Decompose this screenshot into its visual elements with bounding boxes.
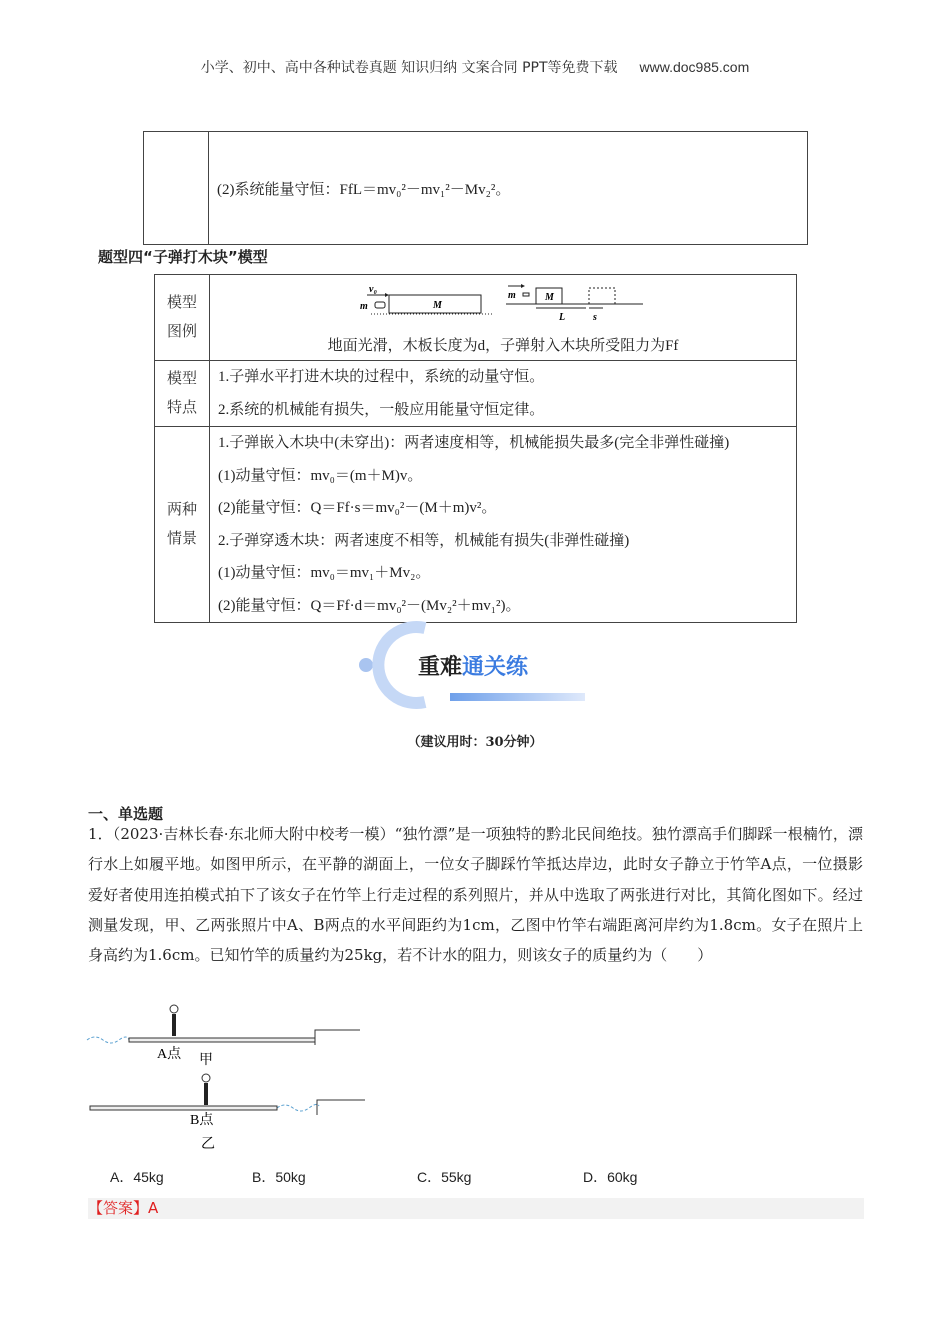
option-b[interactable]: B．50kg xyxy=(252,1169,306,1185)
s-label: s xyxy=(593,312,597,323)
label-text: 模型图例 xyxy=(166,294,197,340)
banner-title-blue: 通关练 xyxy=(462,655,529,680)
scenario-line: (1)动量守恒：mv₀＝mv₁＋Mv₂。 xyxy=(218,565,431,581)
bamboo-raft-figure xyxy=(85,1000,375,1160)
practice-banner xyxy=(355,620,595,710)
empty-label-cell xyxy=(144,132,209,245)
figure-jia-label: 甲 xyxy=(199,1052,213,1068)
scenario-line: (1)动量守恒：mv₀＝(m＋M)v。 xyxy=(218,467,423,484)
v0-label: v₀ xyxy=(369,284,377,295)
page-header xyxy=(0,57,950,77)
option-d[interactable]: D．60kg xyxy=(583,1169,638,1185)
label-text: 两种情景 xyxy=(166,501,197,547)
point-b-label: B点 xyxy=(190,1113,214,1128)
table-continued xyxy=(143,131,808,245)
scenario-line: 2.子弹穿透木块：两者速度不相等，机械能有损失(非弹性碰撞) xyxy=(218,532,630,549)
answer-bar: 【答案】A xyxy=(88,1198,864,1219)
bullet-block-diagram xyxy=(353,282,653,330)
bullet-block-model-table xyxy=(154,274,797,623)
label-text: 模型特点 xyxy=(166,370,197,416)
feature-line: 1.子弹水平打进木块的过程中，系统的动量守恒。 xyxy=(218,369,545,385)
scenario-line: 1.子弹嵌入木块中(未穿出)：两者速度相等，机械能损失最多(完全非弹性碰撞) xyxy=(218,435,730,451)
exercise-section-title: 一、单选题 xyxy=(88,805,164,823)
option-c[interactable]: C．55kg xyxy=(417,1169,472,1185)
scenario-line: (2)能量守恒：Q＝Ff·d＝mv₀²－(Mv₂²＋mv₁²)。 xyxy=(218,597,521,614)
m-label-2: m xyxy=(508,290,516,301)
scenario-line: (2)能量守恒：Q＝Ff·s＝mv₀²－(M＋m)v²。 xyxy=(218,500,497,516)
row-label xyxy=(155,361,210,427)
suggested-time: （建议用时：30分钟） xyxy=(407,735,543,750)
energy-line: (2)系统能量守恒：FfL＝mv₀²－mv₁²－Mv₂²。 xyxy=(209,132,808,245)
M-label-2: M xyxy=(545,292,554,303)
question-text: 1．（2023·吉林长春·东北师大附中校考一模）“独竹漂”是一项独特的黔北民间绝技。独竹漂高手们脚踩一根楠竹，漂行水上如履平地。如图甲所示，在平静的湖面上，一位女子脚踩竹竿抵达岸边，此时女子静立于竹竿A点，一位摄影爱好者使用连拍模式拍下了该女子在竹竿上行走过程的系列照片，并从中选取了两张进行对比，其简化图如下。经过测量发现，甲、乙两张照片中A、B两点的水平间距约为1cm，乙图中竹竿右端距离河岸约为1.8cm。女子在照片上身高约为1.6cm。已知竹竿的质量约为25kg，若不计水的阻力，则该女子的质量约为（ ） xyxy=(88,825,863,965)
header-url[interactable]: www.doc985.com xyxy=(639,59,750,75)
M-label: M xyxy=(433,300,442,311)
row-label xyxy=(155,427,210,623)
row-label xyxy=(155,275,210,361)
m-label: m xyxy=(360,301,368,312)
figure-yi-label: 乙 xyxy=(201,1136,215,1152)
L-label: L xyxy=(559,312,566,323)
scenarios-cell xyxy=(210,427,797,623)
option-a[interactable]: A．45kg xyxy=(110,1169,164,1185)
point-a-label: A点 xyxy=(157,1047,182,1062)
feature-line: 2.系统的机械能有损失，一般应用能量守恒定律。 xyxy=(218,401,545,418)
model-figure-cell xyxy=(210,275,797,361)
figure-caption: 地面光滑，木板长度为d，子弹射入木块所受阻力为Ff xyxy=(327,338,679,354)
model-features-cell xyxy=(210,361,797,427)
banner-title-dark: 重难 xyxy=(418,655,463,680)
section-heading: 题型四“子弹打木块”模型 xyxy=(98,248,268,266)
header-text: 小学、初中、高中各种试卷真题 知识归纳 文案合同 PPT等免费下载 xyxy=(200,60,618,76)
